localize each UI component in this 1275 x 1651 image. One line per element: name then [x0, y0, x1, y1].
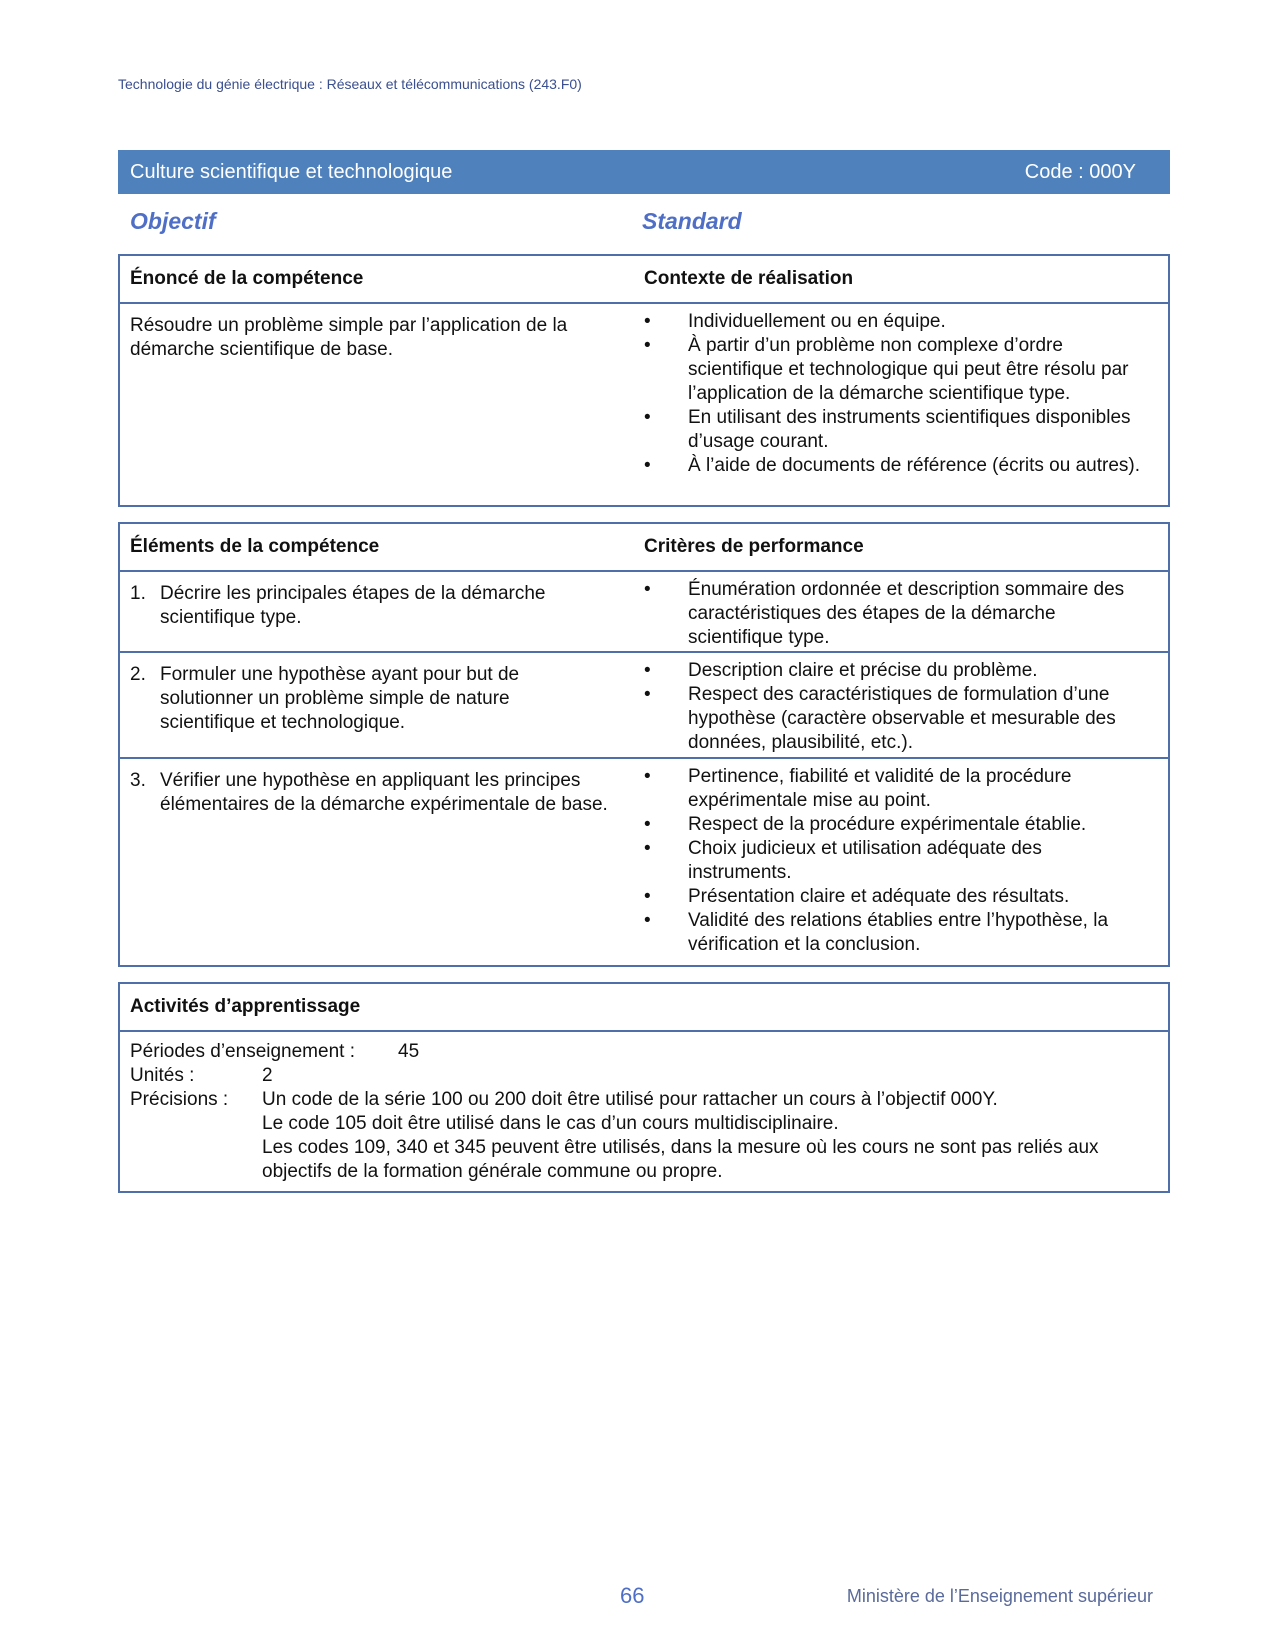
element-number: 2.: [130, 664, 146, 685]
periods-line: [130, 1040, 1158, 1064]
competence-box-header: [120, 256, 1168, 304]
criterion-item: • Présentation claire et adéquate des résultats.: [644, 885, 1144, 909]
precision-item: Le code 105 doit être utilisé dans le cas d’un cours multidisciplinaire.: [262, 1113, 839, 1134]
element-2: [130, 663, 590, 735]
elements-header: Éléments de la compétence: [130, 536, 380, 557]
criterion-item: • Énumération ordonnée et description sommaire des caractéristiques des étapes de la démarche scientifique type.: [644, 578, 1144, 650]
element-3: [130, 769, 650, 817]
element-number: 1.: [130, 583, 146, 604]
standard-heading: Standard: [642, 208, 742, 234]
running-header: Technologie du génie électrique : Réseaux et télécommunications (243.F0): [118, 76, 582, 92]
activities-header-row: [120, 984, 1168, 1032]
criterion-item: • Description claire et précise du problème.: [644, 659, 1144, 683]
course-title: Culture scientifique et technologique: [130, 160, 453, 183]
page-number: 66: [620, 1583, 645, 1608]
criterion-item: • Pertinence, fiabilité et validité de la procédure expérimentale mise au point.: [644, 765, 1144, 813]
competence-statement: Résoudre un problème simple par l’application de la démarche scientifique de base.: [130, 315, 568, 360]
criteria-list-1: [644, 578, 1144, 650]
element-text: Formuler une hypothèse ayant pour but de solutionner un problème simple de nature scientifique et technologique.: [160, 664, 520, 733]
criteria-header: Critères de performance: [644, 536, 864, 557]
element-text: Vérifier une hypothèse en appliquant les principes élémentaires de la démarche expérimentale de base.: [160, 770, 608, 815]
criterion-item: • Validité des relations établies entre l’hypothèse, la vérification et la conclusion.: [644, 909, 1144, 957]
element-row-3: [120, 759, 1168, 969]
criteria-list-3: [644, 765, 1144, 957]
elements-box: [118, 522, 1170, 967]
ministry-name: Ministère de l’Enseignement supérieur: [846, 1586, 1153, 1606]
context-item: • À partir d’un problème non complexe d’ordre scientifique et technologique qui peut être résolu par l’application de la démarche scientifique type.: [644, 334, 1144, 406]
element-1: [130, 582, 620, 630]
element-text: Décrire les principales étapes de la démarche scientifique type.: [160, 583, 546, 628]
criterion-item: • Choix judicieux et utilisation adéquate des instruments.: [644, 837, 1144, 885]
element-row-2: [120, 653, 1168, 759]
competence-box: [118, 254, 1170, 507]
context-item: • Individuellement ou en équipe.: [644, 310, 1144, 334]
context-header: Contexte de réalisation: [644, 268, 854, 289]
criterion-item: • Respect des caractéristiques de formulation d’une hypothèse (caractère observable et mesurable des données, plausibilité, etc.).: [644, 683, 1144, 755]
competence-statement-header: Énoncé de la compétence: [130, 268, 364, 289]
precisions-list: [262, 1088, 1142, 1184]
periods-value: 45: [398, 1041, 420, 1062]
precision-item: Les codes 109, 340 et 345 peuvent être utilisés, dans la mesure où les cours ne sont pas reliés aux objectifs de la formation générale commune ou propre.: [262, 1137, 1099, 1182]
periods-label: Périodes d’enseignement :: [130, 1041, 355, 1062]
element-number: 3.: [130, 770, 146, 791]
units-label: Unités :: [130, 1065, 195, 1086]
criteria-list-2: [644, 659, 1144, 755]
precision-item: Un code de la série 100 ou 200 doit être utilisé pour rattacher un cours à l’objectif 000Y.: [262, 1089, 998, 1110]
page-footer: [0, 1583, 1275, 1613]
course-code: Code : 000Y: [1024, 160, 1136, 183]
objectif-heading: Objectif: [130, 208, 216, 234]
context-item: • En utilisant des instruments scientifiques disponibles d’usage courant.: [644, 406, 1144, 454]
activities-box: [118, 982, 1170, 1193]
precisions-block: [130, 1088, 1158, 1184]
criterion-item: • Respect de la procédure expérimentale établie.: [644, 813, 1144, 837]
element-row-1: [120, 572, 1168, 653]
context-list: [644, 310, 1144, 478]
context-item: • À l’aide de documents de référence (écrits ou autres).: [644, 454, 1144, 478]
title-bar: [118, 150, 1170, 194]
section-headings: [130, 208, 1130, 238]
elements-box-header: [120, 524, 1168, 572]
activities-header: Activités d’apprentissage: [130, 996, 361, 1017]
units-value: 2: [262, 1065, 273, 1086]
units-line: [130, 1064, 1158, 1088]
precisions-label: Précisions :: [130, 1089, 229, 1110]
